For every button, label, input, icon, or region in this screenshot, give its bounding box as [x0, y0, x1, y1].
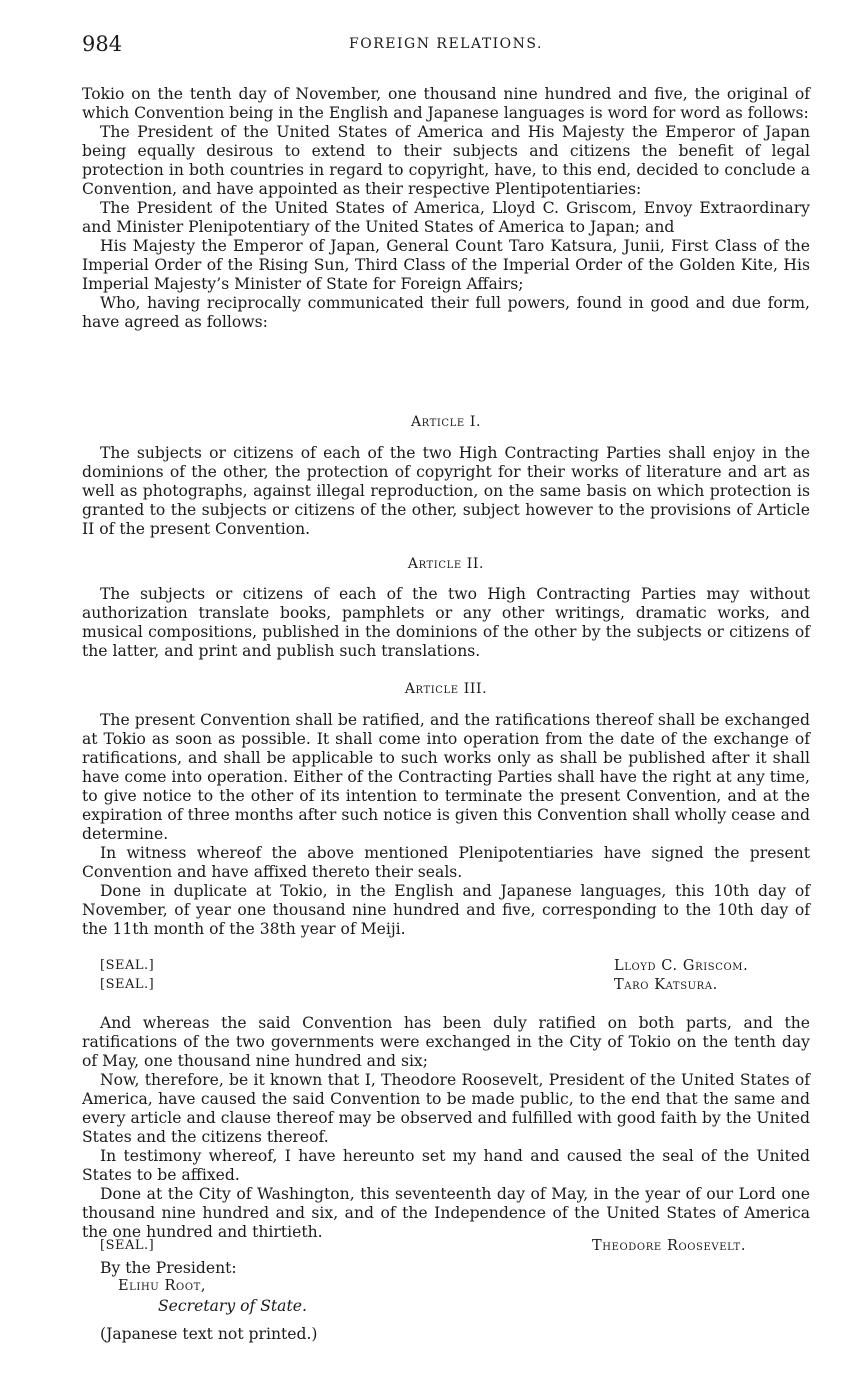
secretary-name: Elihu Root,	[118, 1278, 207, 1294]
paragraph: In testimony whereof, I have hereunto set my hand and caused the seal of the United States to be affixed.	[82, 1147, 810, 1184]
by-the-president: By the President:	[100, 1259, 237, 1277]
paragraph: The subjects or citizens of each of the two High Contracting Parties shall enjoy in the dominions of the other, the protection of copyright for their works of literature and art as well as photographs, against illegal reproduction, on the same basis on which protection is granted to the subjects or citizens of the other, subject however to the provisions of Article II of the present Convention.	[82, 444, 810, 538]
signature-line	[100, 958, 790, 977]
convention-preamble	[82, 85, 810, 332]
article-body	[82, 711, 810, 939]
page-header	[82, 32, 810, 58]
editorial-note: (Japanese text not printed.)	[100, 1325, 318, 1343]
article-body	[82, 585, 810, 661]
paragraph: The President of the United States of America and His Majesty the Emperor of Japan being equally desirous to extend to their subjects and citizens the benefit of legal protection in both countries in regard to copyright, have, to this end, decided to conclude a Convention, and have appointed as their respective Plentipotentiaries:	[82, 123, 810, 198]
paragraph: Who, having reciprocally communicated their full powers, found in good and due form, have agreed as follows:	[82, 294, 810, 331]
president-signature-line	[100, 1238, 790, 1257]
paragraph: Done at the City of Washington, this seventeenth day of May, in the year of our Lord one thousand nine hundred and six, and of the Independence of the United States of America the one hundred and thirtieth.	[82, 1185, 810, 1241]
article-body	[82, 444, 810, 539]
secretary-title: Secretary of State.	[158, 1297, 307, 1315]
article-heading: Article II.	[407, 556, 485, 572]
running-title: FOREIGN RELATIONS.	[349, 36, 543, 52]
article-heading: Article I.	[410, 414, 482, 430]
paragraph: In witness whereof the above mentioned Plenipotentiaries have signed the present Convention and have affixed thereto their seals.	[82, 844, 810, 881]
seal-mark: [SEAL.]	[100, 1238, 155, 1253]
seal-mark: [SEAL.]	[100, 958, 155, 973]
seal-mark: [SEAL.]	[100, 977, 155, 992]
paragraph: Tokio on the tenth day of November, one thousand nine hundred and five, the original of which Convention being in the English and Japanese languages is word for word as follows:	[82, 85, 810, 122]
page-number: 984	[82, 32, 123, 56]
proclamation-body	[82, 1014, 810, 1242]
paragraph: The President of the United States of America, Lloyd C. Griscom, Envoy Extraordinary and Minister Plenipotentiary of the United States of America to Japan; and	[82, 199, 810, 236]
signature-line	[100, 977, 790, 996]
paragraph: His Majesty the Emperor of Japan, General Count Taro Katsura, Junii, First Class of the Imperial Order of the Rising Sun, Third Class of the Imperial Order of the Golden Kite, His Imperial Majesty’s Minister of State for Foreign Affairs;	[82, 237, 810, 293]
paragraph: And whereas the said Convention has been duly ratified on both parts, and the ratifications of the two governments were exchanged in the City of Tokio on the tenth day of May, one thousand nine hundred and six;	[82, 1014, 810, 1070]
president-name: Theodore Roosevelt.	[592, 1238, 747, 1254]
paragraph: The subjects or citizens of each of the two High Contracting Parties may without authorization translate books, pamphlets or any other writings, dramatic works, and musical compositions, published in the dominions of the other by the subjects or citizens of the latter, and print and publish such translations.	[82, 585, 810, 660]
article-heading: Article III.	[404, 681, 488, 697]
paragraph: The present Convention shall be ratified, and the ratifications thereof shall be exchanged at Tokio as soon as possible. It shall come into operation from the date of the exchange of ratifications, and shall be applicable to such works only as shall be published after it shall have come into operation. Either of the Contracting Parties shall have the right at any time, to give notice to the other of its intention to terminate the present Convention, and at the expiration of three months after such notice is given this Convention shall wholly cease and determine.	[82, 711, 810, 843]
paragraph: Now, therefore, be it known that I, Theodore Roosevelt, President of the United States of America, have caused the said Convention to be made public, to the end that the same and every article and clause thereof may be observed and fulfilled with good faith by the United States and the citizens thereof.	[82, 1071, 810, 1146]
paragraph: Done in duplicate at Tokio, in the English and Japanese languages, this 10th day of November, of year one thousand nine hundred and five, corresponding to the 10th day of the 11th month of the 38th year of Meiji.	[82, 882, 810, 938]
signatory-name: Lloyd C. Griscom.	[614, 958, 749, 974]
signatory-name: Taro Katsura.	[614, 977, 718, 993]
